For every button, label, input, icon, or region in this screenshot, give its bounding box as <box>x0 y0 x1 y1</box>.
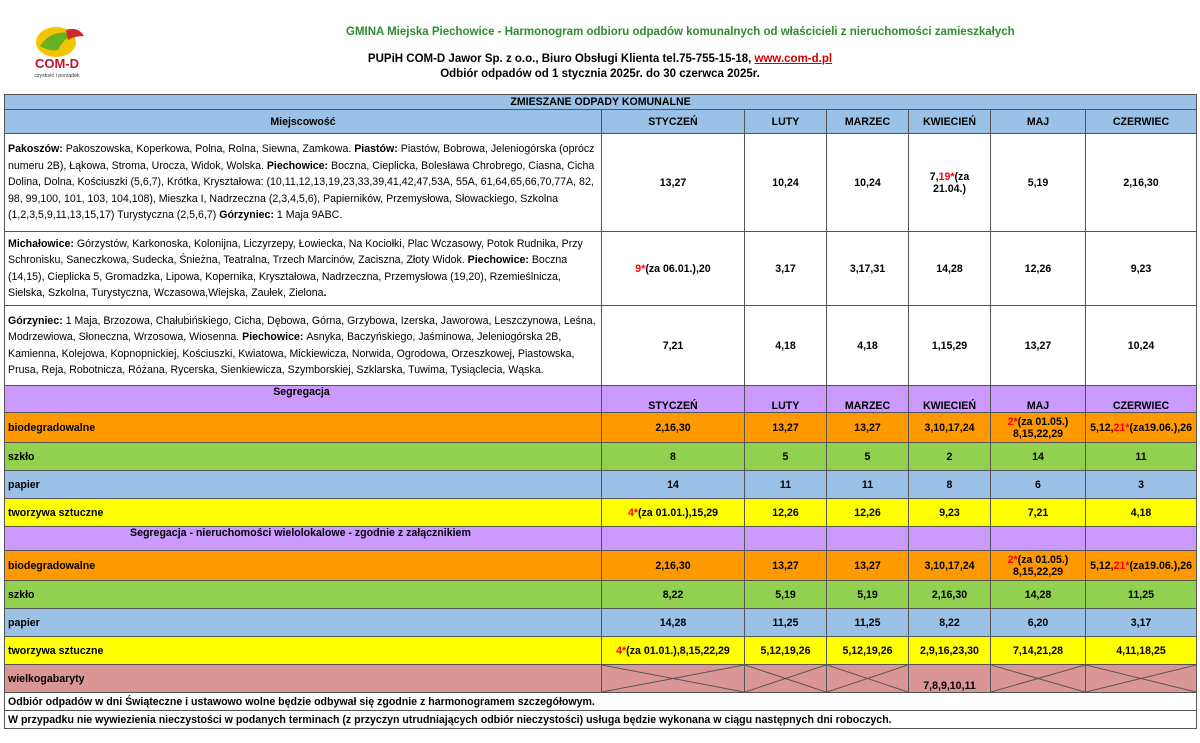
location-streets: Górzystów, Karkonoska, Kolonijna, Liczyrzepy, Łowiecka, Na Kociołki, Plac Wczasowy, Potok Rudnika, Przy Schronisku, Saneczkowa, Sudecka, Śnieżna, Teatralna, Trzech Marcinów, Zaciszna, Złoty Widok. <box>8 237 583 267</box>
schedule-cell: 3 <box>1086 471 1197 499</box>
location-streets: Boczna (14,15), Cieplicka 5, Gromadzka, Lipowa, Kopernika, Kryształowa, Nadrzeczna, Przemysłowa (19,20), Rzemieślnicza, Sielska, Szkolna, Turystyczna, Wczasowa,Wiejska, Zaułek, Zielona <box>8 254 568 299</box>
schedule-cell: 12,26 <box>745 499 827 527</box>
schedule-cell: 14 <box>602 471 745 499</box>
schedule-cell: 3,17 <box>745 232 827 306</box>
schedule-cell: 14,28 <box>909 232 991 306</box>
schedule-cell <box>909 134 991 232</box>
location-town: Michałowice: <box>8 237 77 250</box>
date-note: (za 01.05.) <box>1017 553 1069 566</box>
table-row <box>5 711 1197 729</box>
schedule-cell: 2,16,30 <box>909 581 991 609</box>
schedule-cell: 13,27 <box>602 134 745 232</box>
schedule-cell: 3,17 <box>1086 609 1197 637</box>
schedule-cell: 10,24 <box>827 134 909 232</box>
schedule-cell: 11 <box>745 471 827 499</box>
location-town: Piechowice: <box>266 159 332 172</box>
column-header-month: CZERWIEC <box>1086 386 1197 413</box>
schedule-cell: 11,25 <box>1086 581 1197 609</box>
date-note: (za 06.01.),20 <box>645 262 711 275</box>
schedule-cell <box>602 499 745 527</box>
schedule-cell: 5,19 <box>991 134 1086 232</box>
empty-header-cell <box>745 527 827 551</box>
schedule-cell: 7,14,21,28 <box>991 637 1086 665</box>
schedule-cell <box>1086 551 1197 581</box>
schedule-cell: 2 <box>909 443 991 471</box>
company-info: PUPiH COM-D Jawor Sp. z o.o., Biuro Obsługi Klienta tel.75-755-15-18, <box>367 53 752 65</box>
red-date-marker: 21* <box>1113 559 1130 572</box>
column-header-location: Miejscowość <box>5 110 602 134</box>
schedule-cell: 5,19 <box>745 581 827 609</box>
table-row <box>5 306 1197 386</box>
footer-note: W przypadku nie wywiezienia nieczystości w podanych terminach (z przyczyn utrudniających odbiór nieczystości) usługa będzie wykonana w ciągu następnych dni roboczych. <box>5 711 1197 729</box>
location-list <box>5 232 602 306</box>
schedule-cell: 2,16,30 <box>602 413 745 443</box>
column-header-month: LUTY <box>745 110 827 134</box>
schedule-cell: 6,20 <box>991 609 1086 637</box>
date-text: 8,15,22,29 <box>1012 427 1064 440</box>
schedule-cell: 5,12,19,26 <box>827 637 909 665</box>
schedule-cell: 5,19 <box>827 581 909 609</box>
schedule-cell: 3,10,17,24 <box>909 551 991 581</box>
empty-header-cell <box>827 527 909 551</box>
schedule-cell: 14 <box>991 443 1086 471</box>
schedule-cell: 3,17,31 <box>827 232 909 306</box>
empty-header-cell <box>602 527 745 551</box>
column-header-month: KWIECIEŃ <box>909 110 991 134</box>
table-row <box>5 386 1197 413</box>
no-collection-cell <box>602 665 745 693</box>
location-list <box>5 306 602 386</box>
schedule-cell: 11,25 <box>827 609 909 637</box>
schedule-cell: 10,24 <box>745 134 827 232</box>
schedule-cell: 6 <box>991 471 1086 499</box>
location-town: Piechowice: <box>242 331 307 344</box>
section-title: ZMIESZANE ODPADY KOMUNALNE <box>5 95 1197 110</box>
company-line <box>0 53 1200 65</box>
schedule-cell: 4,18 <box>827 306 909 386</box>
date-text: 5,12, <box>1090 559 1114 572</box>
schedule-cell: 13,27 <box>991 306 1086 386</box>
schedule-cell: 8 <box>602 443 745 471</box>
red-date-marker: 2* <box>1007 553 1018 566</box>
date-note: (za 01.05.) <box>1017 415 1069 428</box>
schedule-cell: 2,9,16,23,30 <box>909 637 991 665</box>
schedule-cell: 5,12,19,26 <box>745 637 827 665</box>
period-line: Odbiór odpadów od 1 stycznia 2025r. do 30 czerwca 2025r. <box>440 68 760 80</box>
schedule-cell: 12,26 <box>991 232 1086 306</box>
location-streets: 1 Maja, Brzozowa, Chałubińskiego, Cicha, Dębowa, Górna, Grzybowa, Izerska, Jaworowa, Leszczynowa, Leśna, Modrzewiowa, Słoneczna, Wrzosowa, Wiosenna. <box>8 314 596 344</box>
location-streets: 1 Maja 9ABC. <box>276 209 343 222</box>
section-title: Segregacja - nieruchomości wielolokalowe - zgodnie z załącznikiem <box>5 527 602 551</box>
schedule-cell: 4,11,18,25 <box>1086 637 1197 665</box>
column-header-month: STYCZEŃ <box>602 110 745 134</box>
company-url-link[interactable]: www.com-d.pl <box>754 53 833 65</box>
schedule-cell: 1,15,29 <box>909 306 991 386</box>
column-header-month: MARZEC <box>827 386 909 413</box>
no-collection-cell <box>991 665 1086 693</box>
waste-category-label: papier <box>5 609 602 637</box>
schedule-cell: 13,27 <box>827 413 909 443</box>
table-row <box>5 551 1197 581</box>
date-note: (za 21.04.) <box>933 170 970 195</box>
table-row <box>5 609 1197 637</box>
table-row <box>5 110 1197 134</box>
waste-category-label: tworzywa sztuczne <box>5 499 602 527</box>
table-row <box>5 581 1197 609</box>
waste-category-label: papier <box>5 471 602 499</box>
date-note: (za 01.01.),15,29 <box>637 506 719 519</box>
no-collection-cell <box>827 665 909 693</box>
location-town: Piastów: <box>354 143 401 156</box>
red-date-marker: 4* <box>616 644 627 657</box>
schedule-cell <box>602 637 745 665</box>
document-title: GMINA Miejska Piechowice - Harmonogram odbioru odpadów komunalnych od właścicieli z nieruchomości zamieszkałych <box>346 26 1015 38</box>
schedule-cell <box>991 551 1086 581</box>
table-row <box>5 232 1197 306</box>
no-collection-cell <box>745 665 827 693</box>
schedule-cell: 3,10,17,24 <box>909 413 991 443</box>
table-row <box>5 95 1197 110</box>
no-collection-cell <box>1086 665 1197 693</box>
table-row <box>5 134 1197 232</box>
location-town: Pakoszów: <box>8 143 66 156</box>
logo-tagline: czystość i porządek <box>34 73 80 79</box>
date-note: (za19.06.),26 <box>1129 559 1192 572</box>
waste-category-label: wielkogabaryty <box>5 665 602 693</box>
red-date-marker: 21* <box>1113 421 1130 434</box>
column-header-month: KWIECIEŃ <box>909 386 991 413</box>
column-header-month: MAJ <box>991 386 1086 413</box>
waste-category-label: szkło <box>5 581 602 609</box>
table-row <box>5 637 1197 665</box>
logo-name: COM-D <box>34 56 80 71</box>
schedule-cell: 13,27 <box>745 413 827 443</box>
schedule-cell <box>1086 413 1197 443</box>
schedule-cell: 8 <box>909 471 991 499</box>
table-row <box>5 499 1197 527</box>
column-header-month: MARZEC <box>827 110 909 134</box>
schedule-cell: 11,25 <box>745 609 827 637</box>
schedule-cell: 5 <box>827 443 909 471</box>
schedule-cell <box>602 232 745 306</box>
column-header-month: CZERWIEC <box>1086 110 1197 134</box>
schedule-cell: 10,24 <box>1086 306 1197 386</box>
schedule-cell: 11 <box>827 471 909 499</box>
date-note: (za19.06.),26 <box>1129 421 1192 434</box>
empty-header-cell <box>1086 527 1197 551</box>
schedule-cell <box>991 413 1086 443</box>
waste-category-label: szkło <box>5 443 602 471</box>
schedule-cell: 4,18 <box>745 306 827 386</box>
location-town: Górzyniec: <box>219 209 277 222</box>
location-town: Górzyniec: <box>8 314 66 327</box>
location-town: . <box>323 286 327 299</box>
date-note: (za 01.01.),8,15,22,29 <box>626 644 730 657</box>
table-row <box>5 693 1197 711</box>
schedule-cell: 4,18 <box>1086 499 1197 527</box>
date-text: 5,12, <box>1090 421 1114 434</box>
table-row <box>5 527 1197 551</box>
table-row <box>5 471 1197 499</box>
schedule-cell: 8,22 <box>602 581 745 609</box>
schedule-cell: 7,21 <box>602 306 745 386</box>
section-title: Segregacja <box>5 386 602 413</box>
schedule-cell: 2,16,30 <box>1086 134 1197 232</box>
date-text: 8,15,22,29 <box>1012 565 1064 578</box>
location-streets: Asnyka, Baczyńskiego, Jaśminowa, Jeleniogórska 2B, Kamienna, Kolejowa, Kopnopnickiej, Kościuszki, Kwiatowa, Mickiewicza, Norwida, Ogrodowa, Orzeszkowej, Piastowska, Prusa, Reja, Robotnicza, Różana, Rycerska, Sienkiewicza, Szymborskiej, Szklarska, Tuwima, Tysiąclecia, Wąska. <box>8 331 575 376</box>
column-header-month: LUTY <box>745 386 827 413</box>
schedule-cell: 8,22 <box>909 609 991 637</box>
schedule-cell: 14,28 <box>602 609 745 637</box>
schedule-cell: 11 <box>1086 443 1197 471</box>
table-row <box>5 665 1197 693</box>
column-header-month: MAJ <box>991 110 1086 134</box>
waste-category-label: biodegradowalne <box>5 413 602 443</box>
waste-category-label: tworzywa sztuczne <box>5 637 602 665</box>
schedule-cell: 7,21 <box>991 499 1086 527</box>
table-row <box>5 413 1197 443</box>
location-list <box>5 134 602 232</box>
schedule-cell: 12,26 <box>827 499 909 527</box>
footer-note: Odbiór odpadów w dni Świąteczne i ustawowo wolne będzie odbywał się zgodnie z harmonogramem szczegółowym. <box>5 693 1197 711</box>
location-streets: Boczna, Cieplicka, Bolesława Chrobrego, Ciasna, Cicha Dolina, Dolna, Kościuszki (5,6,7), Krótka, Kryształowa: (10,11,12,13,19,23,33,39,41,42,47,53A, 55A, 61,64,65,66,70,77A, 82, 98, 99,100, 101, 103, 104,108), Mieszka I, Nadrzeczna (2,3,4,5,6), Papierników, Przemysłowa, Słowackiego, Szkolna (1,2,3,5,9,11,13,15,17) Turystyczna (2,5,6,7) <box>8 159 595 222</box>
table-row <box>5 443 1197 471</box>
red-date-marker: 9* <box>635 262 646 275</box>
column-header-month: STYCZEŃ <box>602 386 745 413</box>
red-date-marker: 2* <box>1007 415 1018 428</box>
empty-header-cell <box>991 527 1086 551</box>
red-date-marker: 4* <box>627 506 638 519</box>
schedule-cell: 2,16,30 <box>602 551 745 581</box>
waste-category-label: biodegradowalne <box>5 551 602 581</box>
schedule-cell: 7,8,9,10,11 <box>909 665 991 693</box>
location-streets: Piastów, Bobrowa, Jeleniogórska (oprócz numeru 2B), Łąkowa, Stroma, Urocza, Widok, Wolska. <box>8 143 595 172</box>
location-town: Piechowice: <box>467 254 532 267</box>
location-streets: Pakoszowska, Koperkowa, Polna, Rolna, Siewna, Zamkowa. <box>65 143 355 156</box>
schedule-cell: 5 <box>745 443 827 471</box>
empty-header-cell <box>909 527 991 551</box>
schedule-cell: 13,27 <box>745 551 827 581</box>
schedule-cell: 13,27 <box>827 551 909 581</box>
date-text: 7, <box>929 170 939 183</box>
red-date-marker: 19* <box>938 170 955 183</box>
schedule-cell: 9,23 <box>1086 232 1197 306</box>
schedule-cell: 9,23 <box>909 499 991 527</box>
schedule-cell: 14,28 <box>991 581 1086 609</box>
schedule-table <box>4 94 1197 729</box>
